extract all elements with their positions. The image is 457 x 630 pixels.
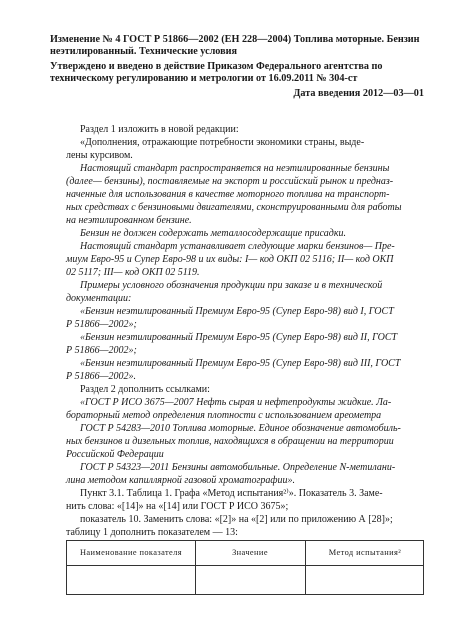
paragraph-line: Пункт 3.1. Таблица 1. Графа «Метод испытания²⁾». Показатель 3. Заме- bbox=[80, 488, 383, 499]
table-column-divider bbox=[305, 541, 306, 594]
table-column-divider bbox=[195, 541, 196, 594]
table-header-name: Наименование показателя bbox=[79, 548, 182, 557]
table-header-method: Метод испытания² bbox=[328, 548, 402, 557]
paragraph-line: ных средствах с бензиновыми двигателями, сконструированными для работы bbox=[66, 202, 402, 213]
paragraph-line: ГОСТ Р 54323—2011 Бензины автомобильные. Определение N-метилани- bbox=[80, 462, 396, 473]
table-header-divider bbox=[67, 565, 423, 566]
paragraph-line: ных бензинов и дизельных топлив, находящихся в обращении на территории bbox=[66, 436, 394, 447]
paragraph-line: ГОСТ Р 54283—2010 Топлива моторные. Единое обозначение автомобиль- bbox=[80, 423, 401, 434]
paragraph-line: «Дополнения, отражающие потребности экономики страны, выде- bbox=[80, 137, 365, 148]
paragraph-line: миум Евро-95 и Супер Евро-98 и их виды: I— код ОКП 02 5116; II— код ОКП bbox=[66, 254, 394, 265]
paragraph-line: бораторный метод определения плотности с использованием ареометра bbox=[66, 410, 382, 421]
paragraph-line: «Бензин неэтилированный Премиум Евро-95 (Супер Евро-98) вид II, ГОСТ bbox=[80, 332, 398, 343]
effective-date: Дата введения 2012—03—01 bbox=[293, 88, 424, 99]
paragraph-line: лены курсивом. bbox=[66, 150, 133, 161]
paragraph-line: наченные для использования в качестве моторного топлива на транспорт- bbox=[66, 189, 390, 200]
paragraph-line: «Бензин неэтилированный Премиум Евро-95 (Супер Евро-98) вид I, ГОСТ bbox=[80, 306, 394, 317]
paragraph-line: на неэтилированном бензине. bbox=[66, 215, 192, 226]
paragraph-line: таблицу 1 дополнить показателем — 13: bbox=[66, 527, 238, 538]
table-header-value: Значение bbox=[232, 548, 268, 557]
paragraph-line: Р 51866—2002»; bbox=[66, 345, 137, 356]
paragraph-line: Настоящий стандарт распространяется на неэтилированные бензины bbox=[80, 163, 390, 174]
paragraph-line: лина методом капиллярной газовой хроматографии». bbox=[66, 475, 295, 486]
paragraph-line: документации: bbox=[66, 293, 132, 304]
paragraph-line: Российской Федерации bbox=[66, 449, 164, 460]
paragraph-line: Примеры условного обозначения продукции при заказе и в технической bbox=[80, 280, 383, 291]
paragraph-line: «Бензин неэтилированный Премиум Евро-95 (Супер Евро-98) вид III, ГОСТ bbox=[80, 358, 401, 369]
paragraph-line: Р 51866—2002»; bbox=[66, 319, 137, 330]
paragraph-line: 02 5117; III— код ОКП 02 5119. bbox=[66, 267, 200, 278]
paragraph-line: показатель 10. Заменить слова: «[2]» на «[2] или по приложению А [28]»; bbox=[80, 514, 393, 525]
paragraph-line: Настоящий стандарт устанавливает следующие марки бензинов— Пре- bbox=[80, 241, 395, 252]
approval-statement: Утверждено и введено в действие Приказом Федерального агентства по техническому регулированию и метрологии от 16.09.2011 № 304-ст bbox=[50, 61, 383, 85]
paragraph-line: Р 51866—2002». bbox=[66, 371, 136, 382]
paragraph-line: Раздел 1 изложить в новой редакции: bbox=[80, 124, 239, 135]
paragraph-line: нить слова: «[14]» на «[14] или ГОСТ Р ИСО 3675»; bbox=[66, 501, 289, 512]
indicator-table bbox=[66, 540, 424, 595]
paragraph-line: (далее— бензины), поставляемые на экспорт и российский рынок и предназ- bbox=[66, 176, 394, 187]
document-title: Изменение № 4 ГОСТ Р 51866—2002 (ЕН 228—2004) Топлива моторные. Бензин неэтилированный. Технические условия bbox=[50, 34, 420, 58]
paragraph-line: Раздел 2 дополнить ссылками: bbox=[80, 384, 210, 395]
paragraph-line: Бензин не должен содержать металлосодержащие присадки. bbox=[80, 228, 347, 239]
paragraph-line: «ГОСТ Р ИСО 3675—2007 Нефть сырая и нефтепродукты жидкие. Ла- bbox=[80, 397, 392, 408]
